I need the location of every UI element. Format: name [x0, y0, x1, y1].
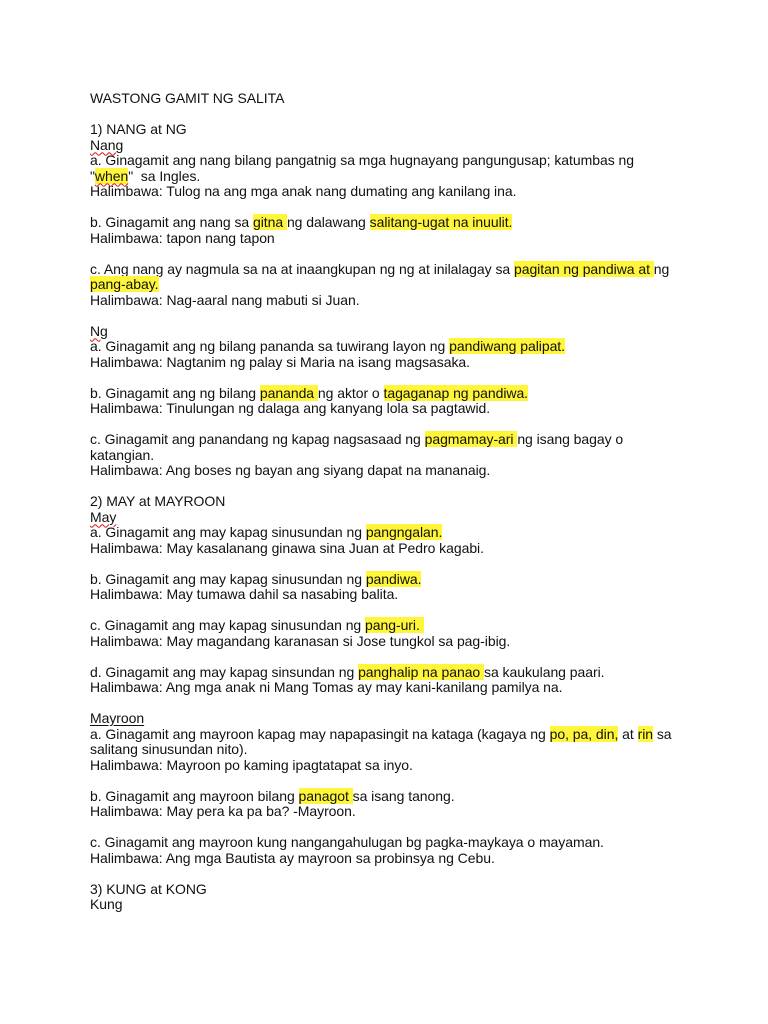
ng-c-line-1: c. Ginagamit ang panandang ng kapag nagsasaad ng pagmamay-ari ng isang bagay o — [90, 431, 624, 447]
nang-a-line-1: a. Ginagamit ang nang bilang pangatnig sa mga hugnayang pangungusap; katumbas ng — [90, 152, 634, 168]
section-2-heading: 2) MAY at MAYROON — [90, 493, 226, 509]
highlight-pandiwang-palipat: pandiwang palipat. — [449, 338, 565, 354]
nang-b-example: Halimbawa: tapon nang tapon — [90, 229, 275, 246]
ng-c-example: Halimbawa: Ang boses ng bayan ang siyang dapat na mananaig. — [90, 462, 491, 478]
may-c-example: Halimbawa: May magandang karanasan si Jose tungkol sa pag-ibig. — [90, 632, 511, 649]
section-1-heading: 1) NANG at NG — [90, 121, 187, 137]
highlight-gitna: gitna — [252, 214, 287, 230]
may-c-line: c. Ginagamit ang may kapag sinusundan ng pang-uri. — [90, 617, 424, 633]
may-b-line: b. Ginagamit ang may kapag sinusundan ng pandiwa. — [90, 570, 422, 587]
mayroon-c-line: c. Ginagamit ang mayroon kung nangangahulugan bg pagka-maykaya o mayaman. — [90, 834, 604, 850]
nang-a-example: Halimbawa: Tulog na ang mga anak nang dumating ang kanilang ina. — [90, 183, 517, 199]
may-b-example: Halimbawa: May tumawa dahil sa nasabing balita. — [90, 586, 399, 602]
may-a-line: a. Ginagamit ang may kapag sinusundan ng pangngalan. — [90, 524, 443, 540]
highlight-tagaganap: tagaganap ng pandiwa. — [383, 384, 529, 401]
highlight-po-pa-din: po, pa, din, — [549, 725, 619, 742]
document-title: WASTONG GAMIT NG SALITA — [90, 90, 285, 106]
highlight-pananda: pananda — [259, 384, 318, 401]
ng-b-example: Halimbawa: Tinulungan ng dalaga ang kanyang lola sa pagtawid. — [90, 400, 491, 416]
kung-subheading: Kung — [90, 896, 123, 912]
ng-a-line: a. Ginagamit ang ng bilang pananda sa tuwirang layon ng pandiwang palipat. — [90, 338, 565, 354]
section-3-heading: 3) KUNG at KONG — [90, 880, 207, 897]
nang-a-line-2: "when" sa Ingles. — [90, 167, 201, 184]
highlight-pagitan: pagitan ng pandiwa at — [513, 260, 654, 277]
highlight-pangngalan: pangngalan. — [365, 524, 443, 540]
ng-c-line-2: katangian. — [90, 446, 155, 463]
mayroon-b-example: Halimbawa: May pera ka pa ba? -Mayroon. — [90, 803, 356, 819]
nang-c-example: Halimbawa: Nag-aaral nang mabuti si Juan. — [90, 291, 360, 308]
nang-c-line-1: c. Ang nang ay nagmula sa na at inaangkupan ng ng at inilalagay sa pagitan ng pandiwa at ng — [90, 260, 670, 277]
may-subheading: May — [90, 508, 117, 525]
may-d-example: Halimbawa: Ang mga anak ni Mang Tomas ay may kani-kanilang pamilya na. — [90, 679, 563, 695]
may-d-line: d. Ginagamit ang may kapag sinsundan ng panghalip na panao sa kaukulang paari. — [90, 663, 605, 680]
mayroon-a-example: Halimbawa: Mayroon po kaming ipagtatapat sa inyo. — [90, 756, 413, 773]
nang-c-line-2 — [90, 277, 700, 293]
document-page — [90, 91, 700, 913]
mayroon-c-example: Halimbawa: Ang mga Bautista ay mayroon sa probinsya ng Cebu. — [90, 849, 495, 866]
highlight-pandiwa: pandiwa. — [365, 570, 422, 587]
highlight-rin: rin — [637, 725, 653, 742]
highlight-panagot: panagot — [298, 787, 353, 804]
mayroon-a-line-1: a. Ginagamit ang mayroon kapag may napapasingit na kataga (kagaya ng po, pa, din, at rin sa — [90, 725, 672, 742]
ng-subheading: Ng — [90, 322, 108, 339]
ng-a-example: Halimbawa: Nagtanim ng palay si Maria na isang magsasaka. — [90, 353, 471, 370]
ng-b-line: b. Ginagamit ang ng bilang pananda ng aktor o tagaganap ng pandiwa. — [90, 384, 529, 401]
nang-b-line: b. Ginagamit ang nang sa gitna ng dalawang salitang-ugat na inuulit. — [90, 214, 513, 230]
mayroon-b-line: b. Ginagamit ang mayroon bilang panagot sa isang tanong. — [90, 787, 455, 804]
may-a-example: Halimbawa: May kasalanang ginawa sina Juan at Pedro kagabi. — [90, 539, 484, 556]
nang-subheading: Nang — [90, 136, 124, 153]
highlight-pang-uri: pang-uri. — [365, 617, 424, 633]
highlight-pang-abay: pang-abay. — [90, 276, 159, 292]
highlight-pagmamay-ari: pagmamay-ari — [424, 431, 518, 447]
highlight-panghalip: panghalip na panao — [358, 663, 485, 680]
mayroon-subheading: Mayroon — [90, 710, 145, 726]
highlight-salitang-ugat: salitang-ugat na inuulit. — [369, 214, 513, 230]
highlight-when: when — [94, 167, 129, 184]
mayroon-a-line-2: salitang sinusundan nito). — [90, 741, 248, 757]
